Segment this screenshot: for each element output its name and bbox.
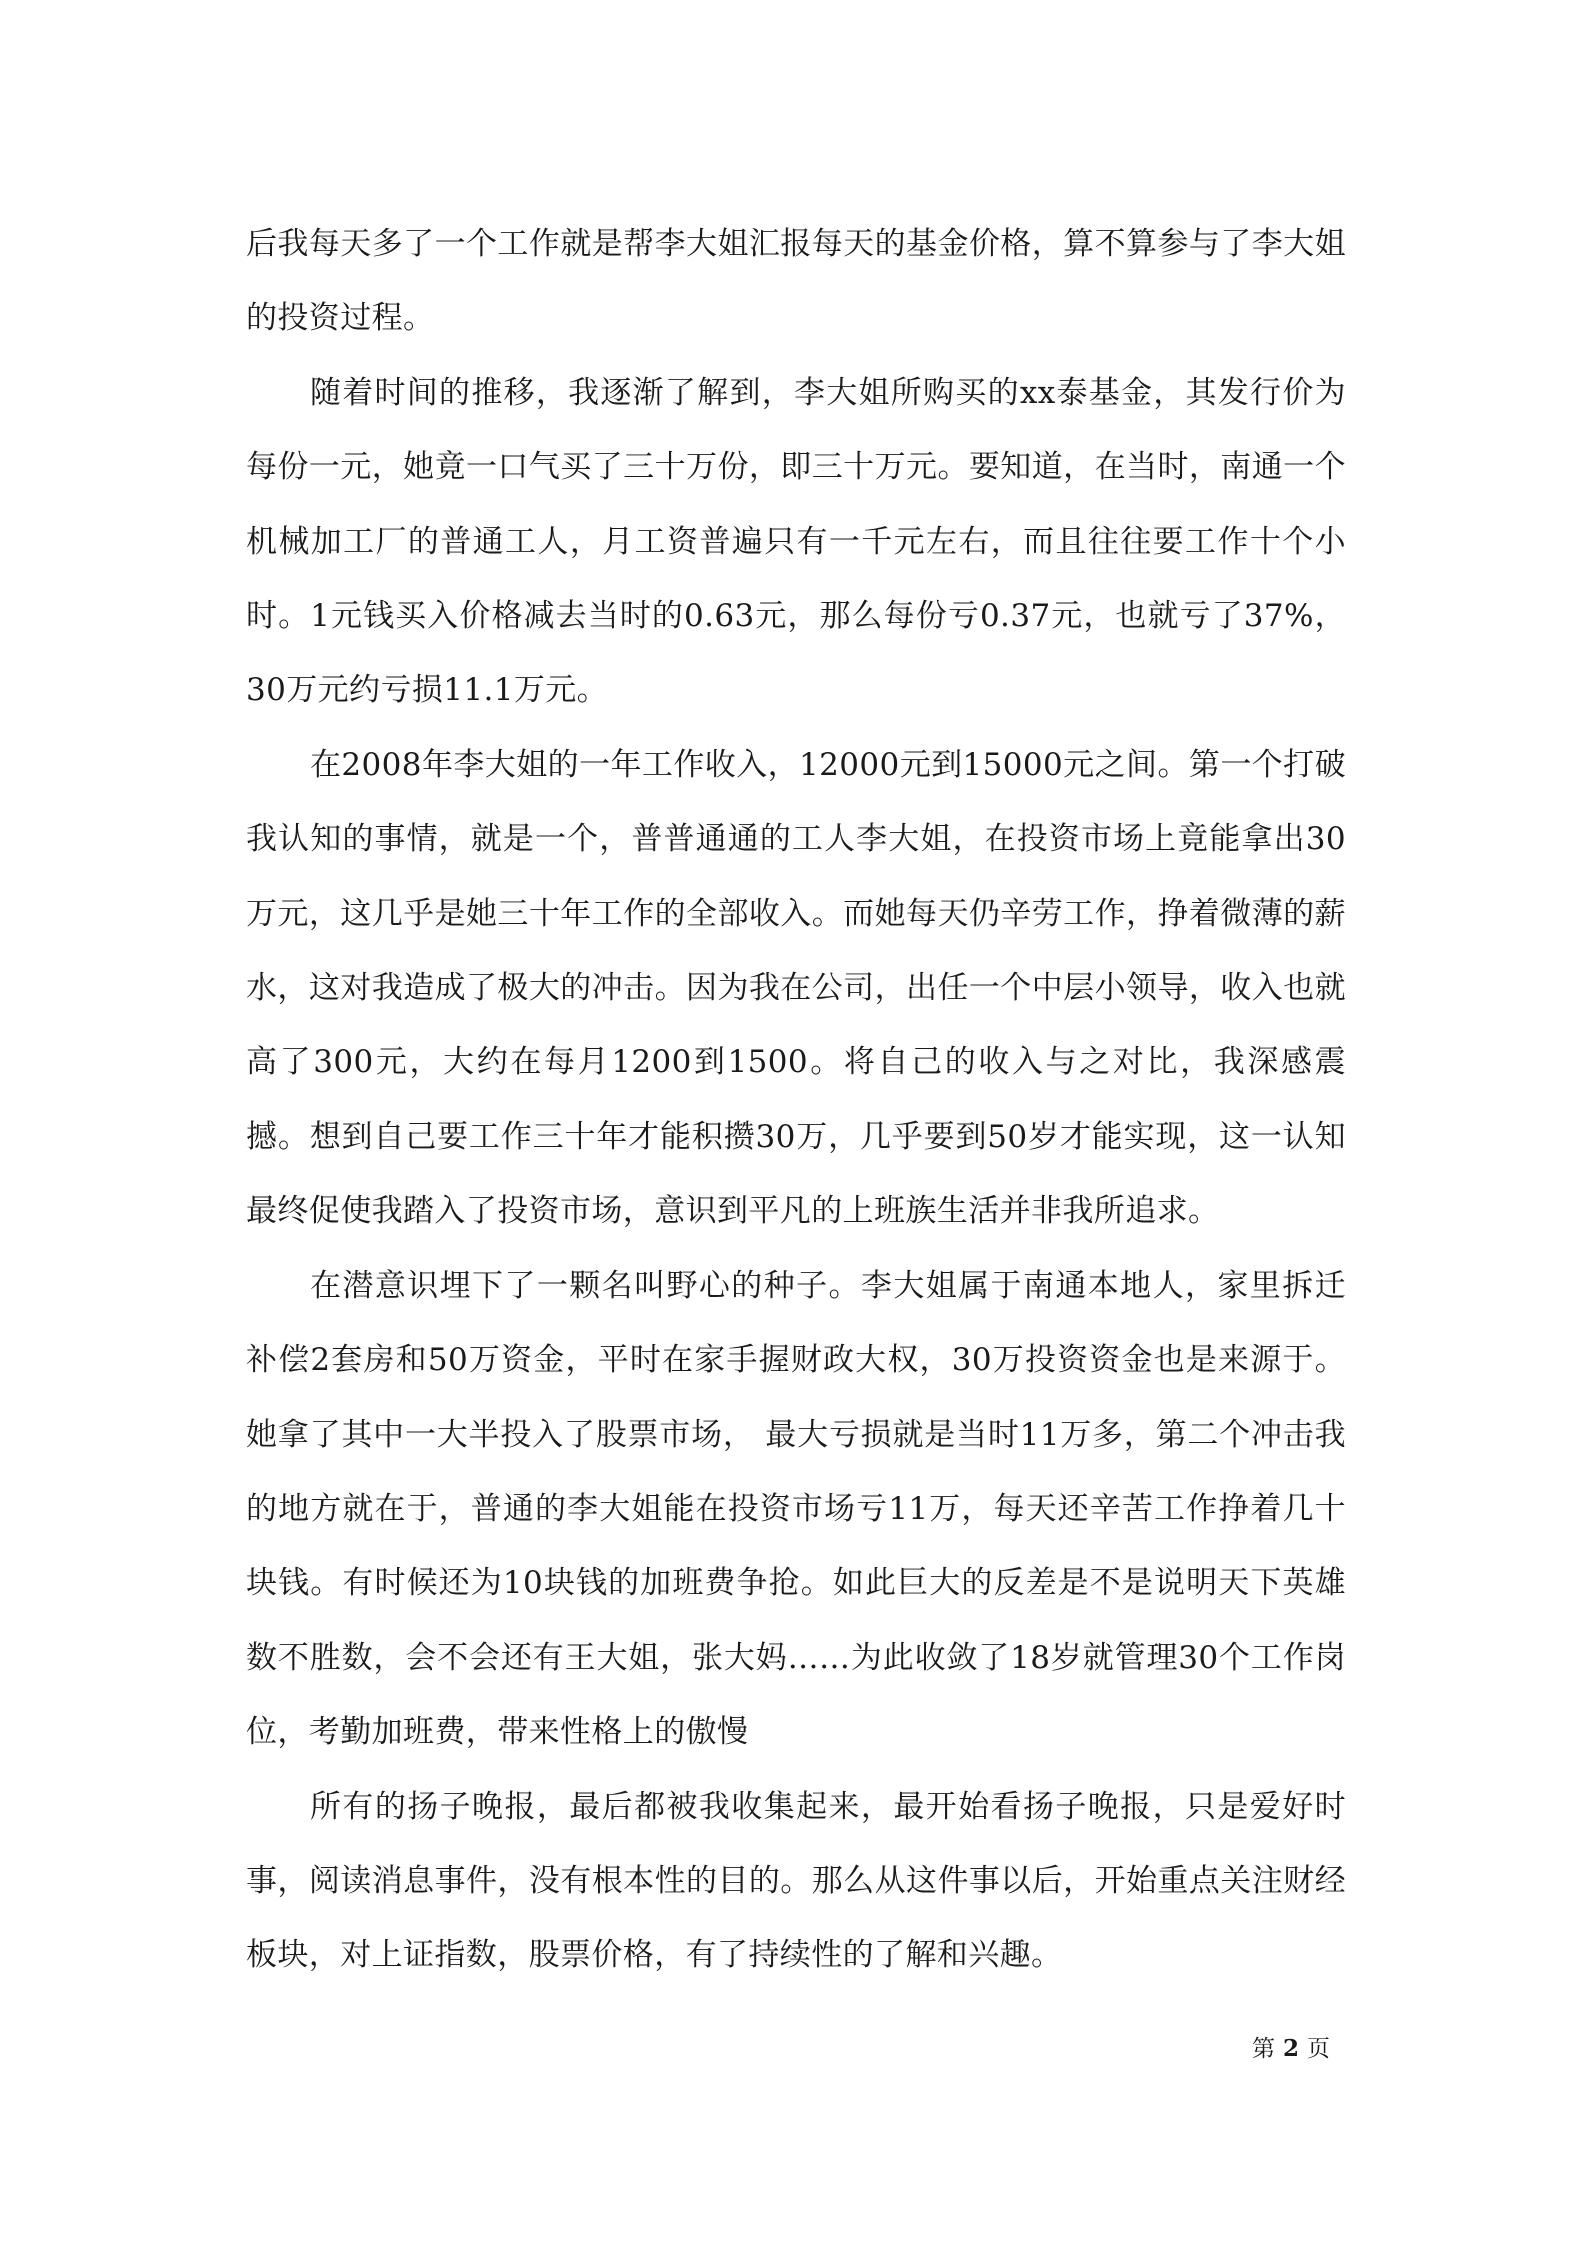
page-number: 2 (1283, 2035, 1300, 2062)
page-number-prefix: 第 (1252, 2036, 1275, 2062)
paragraph-income-comparison: 在2008年李大姐的一年工作收入，12000元到15000元之间。第一个打破我认知的事情，就是一个，普普通通的工人李大姐，在投资市场上竟能拿出30万元，这几乎是她三十年工作的全部收入。而她每天仍辛劳工作，挣着微薄的薪水，这对我造成了极大的冲击。因为我在公司，出任一个中层小领导，收入也就高了300元，大约在每月1200到1500。将自己的收入与之对比，我深感震撼。想到自己要工作三十年才能积攒30万，几乎要到50岁才能实现，这一认知最终促使我踏入了投资市场，意识到平凡的上班族生活并非我所追求。 (246, 746, 1346, 1230)
paragraph-newspaper: 所有的扬子晚报，最后都被我收集起来，最开始看扬子晚报，只是爱好时事，阅读消息事件，没有根本性的目的。那么从这件事以后，开始重点关注财经板块，对上证指数，股票价格，有了持续性的了解和兴趣。 (246, 1788, 1346, 1974)
document-body (246, 207, 1346, 1993)
page-number-suffix: 页 (1307, 2036, 1331, 2062)
paragraph-fund-purchase: 随着时间的推移，我逐渐了解到，李大姐所购买的xx泰基金，其发行价为每份一元，她竟一口气买了三十万份，即三十万元。要知道，在当时，南通一个机械加工厂的普通工人，月工资普遍只有一千元左右，而且往往要工作十个小时。1元钱买入价格减去当时的0.63元，那么每份亏0.37元，也就亏了37%，30万元约亏损11.1万元。 (246, 374, 1346, 709)
page-footer (1252, 2030, 1330, 2063)
paragraph-ambition: 在潜意识埋下了一颗名叫野心的种子。李大姐属于南通本地人，家里拆迁补偿2套房和50万资金，平时在家手握财政大权，30万投资资金也是来源于。她拿了其中一大半投入了股票市场， 最大亏损就是当时11万多，第二个冲击我的地方就在于，普通的李大姐能在投资市场亏11万，每天还辛苦工作挣着几十块钱。有时候还为10块钱的加班费争抢。如此巨大的反差是不是说明天下英雄数不胜数，会不会还有王大姐，张大妈……为此收敛了18岁就管理30个工作岗位，考勤加班费，带来性格上的傲慢 (246, 1267, 1346, 1751)
paragraph-continuation: 后我每天多了一个工作就是帮李大姐汇报每天的基金价格，算不算参与了李大姐的投资过程。 (246, 226, 1346, 337)
